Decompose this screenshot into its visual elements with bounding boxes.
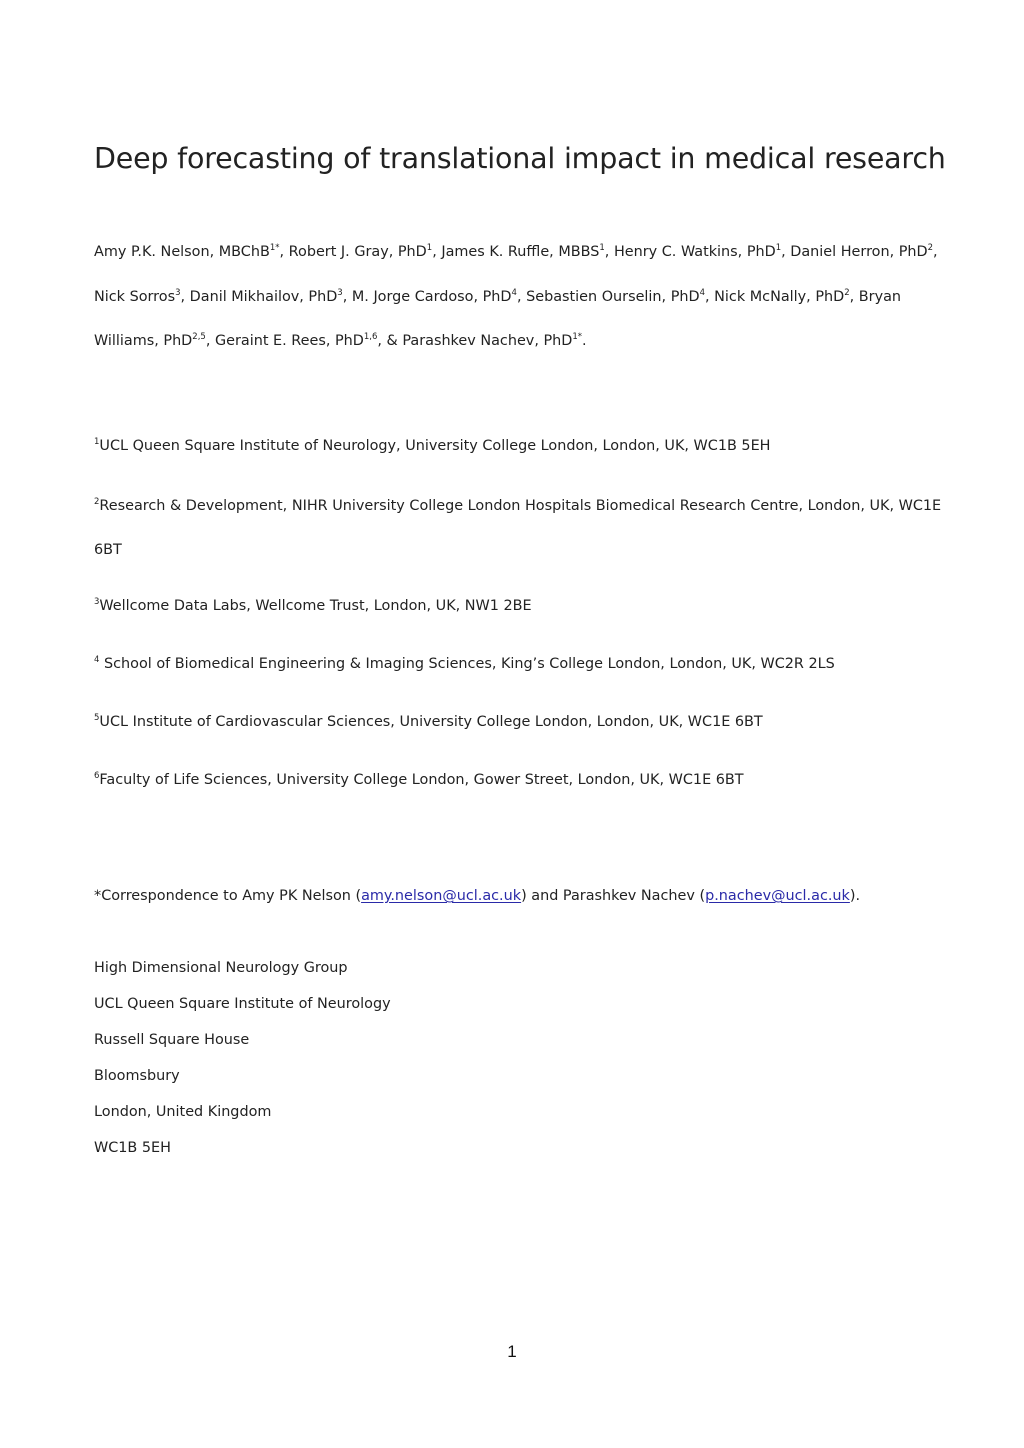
author: Geraint E. Rees, PhD$^{1,6}$, & — [214, 332, 403, 349]
email-link-nelson[interactable]: amy.nelson@ucl.ac.uk — [361, 888, 522, 904]
author: Nick McNally, PhD$^2$, — [714, 287, 859, 305]
page-number: 1 — [507, 1342, 517, 1361]
address-line: Russell Square House — [94, 1032, 250, 1048]
author: James K. Ruffle, MBBS$^1$, — [441, 243, 614, 260]
author: Sebastien Ourselin, PhD$^4$, — [526, 287, 715, 305]
affiliation-3: $^3$Wellcome Data Labs, Wellcome Trust, London, UK, NW1 2BE — [94, 597, 532, 614]
email-link-nachev[interactable]: p.nachev@ucl.ac.uk — [705, 888, 850, 904]
address-line: High Dimensional Neurology Group — [94, 960, 348, 976]
author: M. Jorge Cardoso, PhD$^4$, — [351, 287, 527, 305]
author: Nick Sorros$^3$, — [94, 287, 190, 305]
address-line: UCL Queen Square Institute of Neurology — [94, 996, 391, 1012]
author: Bryan Williams, PhD$^{2,5}$, — [94, 288, 902, 349]
correspondence: *Correspondence to Amy PK Nelson (amy.nelson@ucl.ac.uk) and Parashkev Nachev (p.nachev@ucl.ac.uk). — [94, 888, 861, 904]
address-line: Bloomsbury — [94, 1068, 180, 1084]
author: Daniel Herron, PhD$^2$, — [790, 243, 938, 260]
author: Robert J. Gray, PhD$^1$, — [288, 243, 442, 260]
affiliation-1: $^1$UCL Queen Square Institute of Neurology, University College London, London, UK, WC1B 5EH — [94, 437, 771, 454]
affiliation-2: $^2$Research & Development, NIHR University College London Hospitals Biomedical Research Centre, London, UK, WC1E 6BT — [94, 497, 942, 558]
address-line: London, United Kingdom — [94, 1104, 272, 1120]
author: Henry C. Watkins, PhD$^1$, — [613, 243, 791, 260]
affiliation-4: $^4$ School of Biomedical Engineering & Imaging Sciences, King’s College London, London, UK, WC2R 2LS — [94, 655, 835, 672]
address-line: WC1B 5EH — [94, 1140, 171, 1156]
affiliation-5: $^5$UCL Institute of Cardiovascular Sciences, University College London, London, UK, WC1E 6BT — [94, 713, 763, 730]
affiliation-6: $^6$Faculty of Life Sciences, University College London, Gower Street, London, UK, WC1E 6BT — [94, 771, 744, 788]
author: Danil Mikhailov, PhD$^3$, — [189, 287, 352, 305]
author-list — [94, 230, 944, 364]
paper-title: Deep forecasting of translational impact in medical research — [94, 142, 946, 175]
author: Parashkev Nachev, PhD$^{1*}$. — [402, 332, 587, 349]
author: Amy P.K. Nelson, MBChB$^{1*}$, — [94, 243, 289, 260]
